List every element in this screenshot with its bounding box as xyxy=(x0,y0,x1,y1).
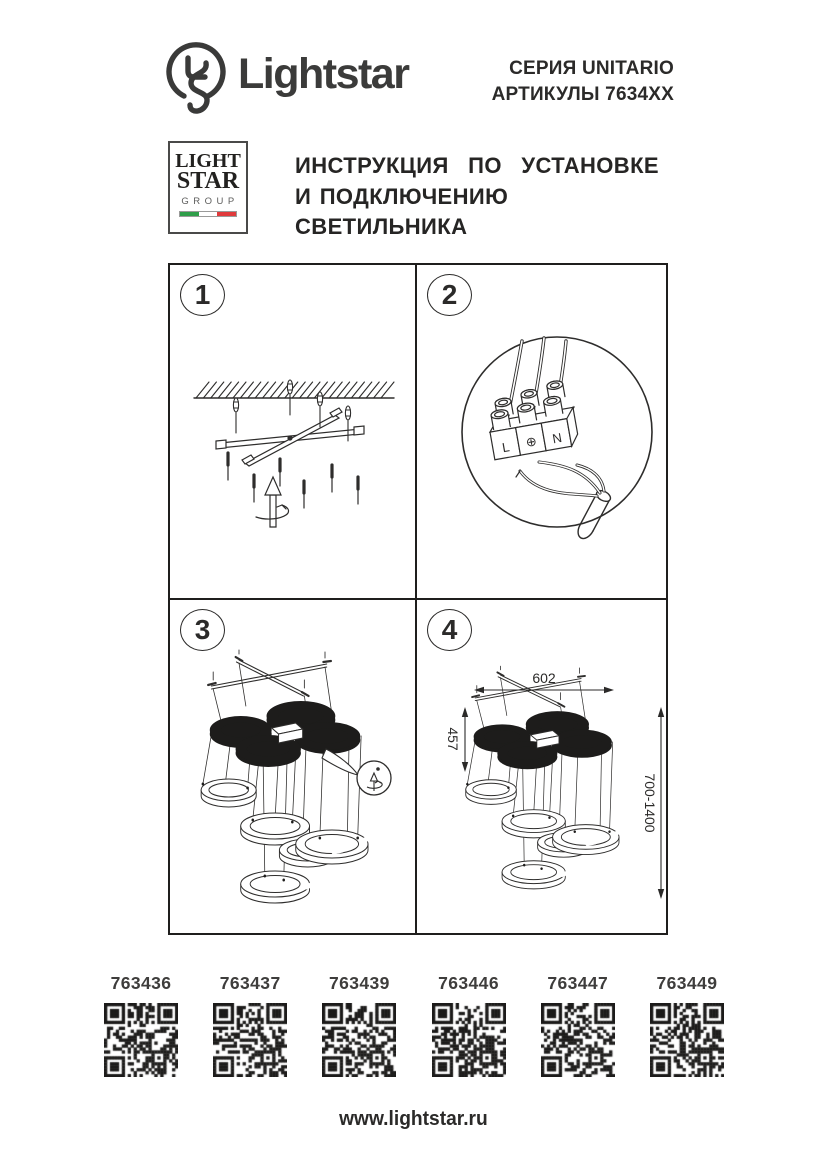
terminal-label-N: N xyxy=(551,429,563,447)
ceiling-hatch xyxy=(196,382,394,398)
article-number: 763436 xyxy=(110,973,172,993)
panel-step-2 xyxy=(417,265,666,598)
step-number: 2 xyxy=(441,279,458,310)
step-number-badge xyxy=(427,274,472,316)
page-title xyxy=(295,150,687,242)
step-number: 3 xyxy=(194,614,211,645)
qr-code xyxy=(650,1003,724,1077)
italian-flag-stripe xyxy=(179,211,237,217)
qr-code xyxy=(322,1003,396,1077)
article-number: 763439 xyxy=(328,973,390,993)
terminal-label-L: L xyxy=(500,439,511,456)
panel-step-1 xyxy=(170,265,415,598)
step-number-badge xyxy=(180,609,225,651)
article-qr-row xyxy=(96,973,732,1077)
step-number: 1 xyxy=(194,279,211,310)
detail-callout xyxy=(322,749,391,795)
qr-code xyxy=(432,1003,506,1077)
article-item xyxy=(533,973,623,1077)
dimension-suspension-range xyxy=(642,707,664,899)
step-number: 4 xyxy=(441,614,458,645)
series-block xyxy=(492,56,674,108)
article-item xyxy=(424,973,514,1077)
step-number-badge xyxy=(180,274,225,316)
qr-code xyxy=(104,1003,178,1077)
website-url-text: www.lightstar.ru xyxy=(338,1108,488,1130)
step-number-badge xyxy=(427,609,472,651)
mounting-bracket xyxy=(216,408,364,466)
article-number: 763446 xyxy=(438,973,499,993)
panel-step-3 xyxy=(170,600,415,933)
brand-wordmark: Lightstar xyxy=(238,50,409,98)
terminal-block xyxy=(483,379,580,460)
instruction-grid xyxy=(168,263,668,935)
group-logo-light: LIGHT xyxy=(175,150,241,172)
article-number: 763437 xyxy=(219,973,281,993)
article-number: 763449 xyxy=(656,973,718,993)
ground-terminal-icon: ⊕ xyxy=(524,433,538,450)
qr-code xyxy=(213,1003,287,1077)
article-item xyxy=(205,973,295,1077)
group-logo-group: GROUP xyxy=(181,196,239,207)
articles-line: АРТИКУЛЫ 7634XX xyxy=(491,84,674,105)
series-line: СЕРИЯ UNITARIO xyxy=(509,58,674,79)
dimension-canopy-height xyxy=(445,707,468,772)
dimension-range-label: 700-1400 xyxy=(642,773,658,833)
panel-step-4 xyxy=(417,600,666,933)
lightstar-bulb-icon xyxy=(160,36,232,130)
twist-up-arrow xyxy=(256,477,289,527)
article-item xyxy=(642,973,732,1077)
lightstar-group-logo xyxy=(168,141,248,234)
article-number: 763447 xyxy=(547,973,609,993)
qr-code xyxy=(541,1003,615,1077)
website-url xyxy=(0,1108,826,1131)
dimension-width xyxy=(474,670,614,693)
article-item xyxy=(96,973,186,1077)
group-logo-star: STAR xyxy=(176,168,240,194)
title-line-1: ИНСТРУКЦИЯ ПО УСТАНОВКЕ xyxy=(295,153,659,178)
dimension-width-label: 602 xyxy=(532,670,556,686)
title-line-2: И ПОДКЛЮЧЕНИЮ СВЕТИЛЬНИКА xyxy=(295,184,509,239)
article-item xyxy=(314,973,404,1077)
dimension-height-label: 457 xyxy=(445,727,461,751)
